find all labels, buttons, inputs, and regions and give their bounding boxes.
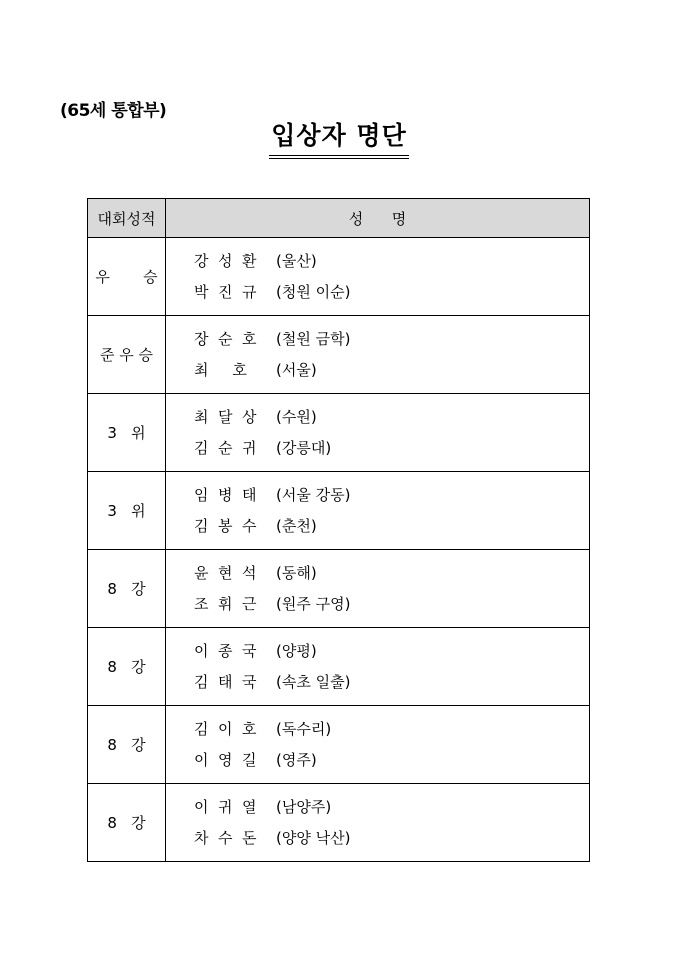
player-affiliation: (수원)	[276, 407, 317, 426]
player-name: 차 수 돈	[194, 828, 257, 847]
table-row	[88, 628, 590, 706]
players-cell	[166, 550, 590, 628]
rank-cell: 우 승	[88, 238, 166, 316]
player-name: 임 병 태	[194, 485, 257, 504]
player-name: 이 종 국	[194, 641, 257, 660]
player-entry	[194, 823, 589, 854]
table-row	[88, 316, 590, 394]
player-entry	[194, 636, 589, 667]
player-name: 강 성 환	[194, 251, 257, 270]
player-entry	[194, 667, 589, 698]
player-entry	[194, 558, 589, 589]
rank-cell: 준 우 승	[88, 316, 166, 394]
player-affiliation: (강릉대)	[276, 438, 332, 457]
player-name: 장 순 호	[194, 329, 257, 348]
players-cell	[166, 316, 590, 394]
player-affiliation: (서울 강동)	[276, 485, 351, 504]
player-entry	[194, 324, 589, 355]
player-name: 이 귀 열	[194, 797, 257, 816]
division-label: (65세 통합부)	[60, 101, 167, 121]
player-affiliation: (울산)	[276, 251, 317, 270]
player-affiliation: (양평)	[276, 641, 317, 660]
rank-cell: 8 강	[88, 628, 166, 706]
rank-cell: 3 위	[88, 472, 166, 550]
player-entry	[194, 589, 589, 620]
player-name: 김 이 호	[194, 719, 257, 738]
player-entry	[194, 433, 589, 464]
player-affiliation: (원주 구영)	[276, 594, 351, 613]
player-name: 이 영 길	[194, 750, 257, 769]
player-name: 박 진 규	[194, 282, 257, 301]
player-entry	[194, 745, 589, 776]
player-affiliation: (속초 일출)	[276, 672, 351, 691]
player-entry	[194, 792, 589, 823]
header-name	[166, 199, 590, 238]
player-affiliation: (양양 낙산)	[276, 828, 351, 847]
player-name: 조 휘 근	[194, 594, 257, 613]
table-row	[88, 784, 590, 862]
player-affiliation: (영주)	[276, 750, 317, 769]
header-rank: 대회성적	[88, 199, 166, 238]
header-name-label: 성 명	[348, 209, 407, 228]
player-entry	[194, 511, 589, 542]
player-name: 김 순 귀	[194, 438, 257, 457]
results-table	[87, 198, 590, 862]
player-entry	[194, 402, 589, 433]
rank-cell: 8 강	[88, 706, 166, 784]
player-entry	[194, 480, 589, 511]
table-row	[88, 550, 590, 628]
player-name: 최 달 상	[194, 407, 257, 426]
players-cell	[166, 784, 590, 862]
player-name: 최 호	[194, 360, 247, 379]
players-cell	[166, 472, 590, 550]
player-entry	[194, 355, 589, 386]
players-cell	[166, 706, 590, 784]
table-row	[88, 706, 590, 784]
results-body	[88, 238, 590, 862]
player-affiliation: (독수리)	[276, 719, 332, 738]
player-affiliation: (청원 이순)	[276, 282, 351, 301]
table-row	[88, 394, 590, 472]
player-affiliation: (춘천)	[276, 516, 317, 535]
rank-cell: 8 강	[88, 550, 166, 628]
player-name: 김 봉 수	[194, 516, 257, 535]
player-entry	[194, 714, 589, 745]
player-affiliation: (서울)	[276, 360, 317, 379]
player-entry	[194, 246, 589, 277]
player-affiliation: (남양주)	[276, 797, 332, 816]
players-cell	[166, 394, 590, 472]
players-cell	[166, 628, 590, 706]
page-title: 입상자 명단	[269, 116, 408, 159]
rank-cell: 3 위	[88, 394, 166, 472]
player-affiliation: (동해)	[276, 563, 317, 582]
table-row	[88, 238, 590, 316]
player-name: 김 태 국	[194, 672, 257, 691]
table-header-row	[88, 199, 590, 238]
players-cell	[166, 238, 590, 316]
title-container	[0, 116, 678, 159]
player-name: 윤 현 석	[194, 563, 257, 582]
player-entry	[194, 277, 589, 308]
rank-cell: 8 강	[88, 784, 166, 862]
player-affiliation: (철원 금학)	[276, 329, 351, 348]
table-row	[88, 472, 590, 550]
